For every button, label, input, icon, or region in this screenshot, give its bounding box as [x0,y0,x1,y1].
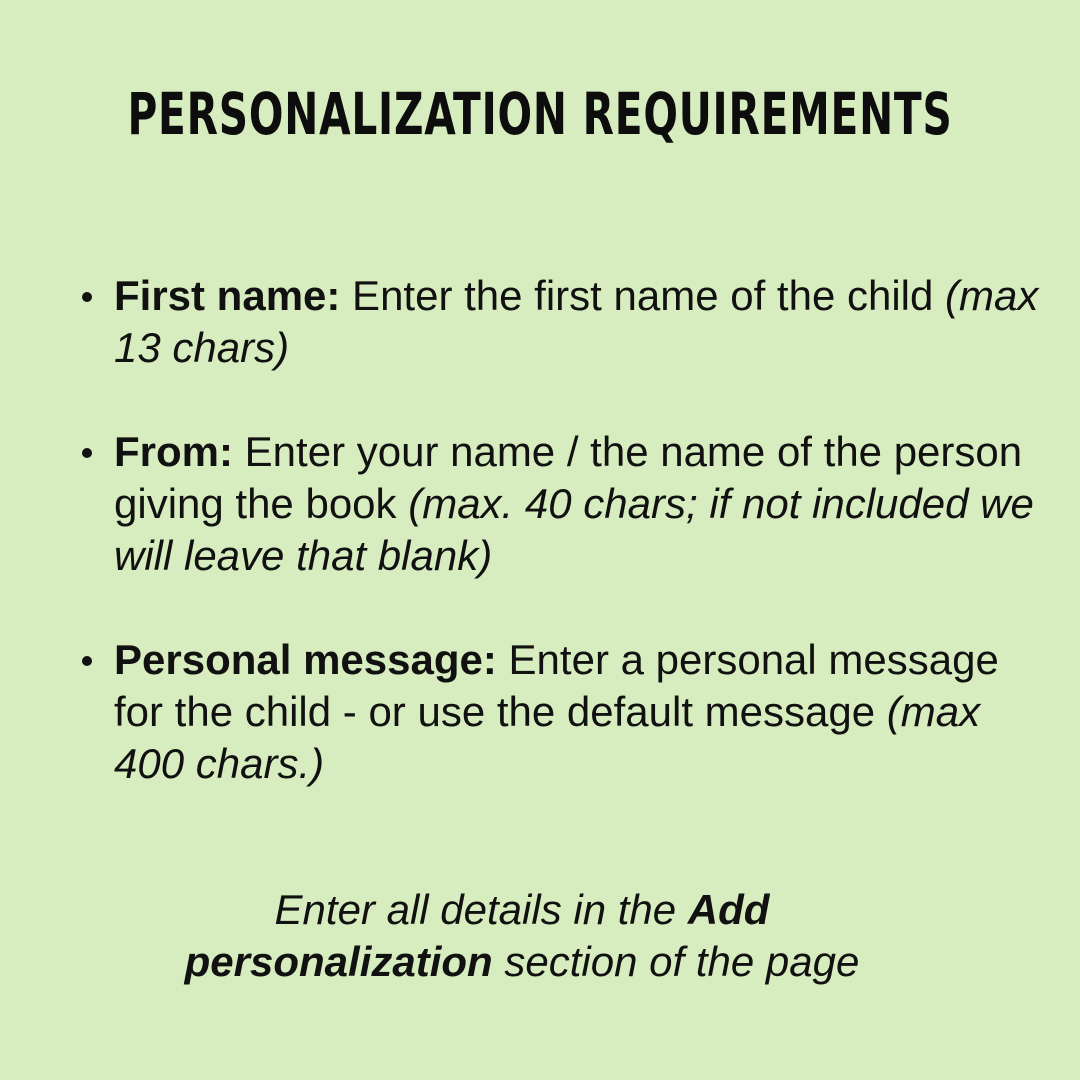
requirement-label: Personal message: [114,636,497,683]
requirement-text: Enter the first name of the child [340,272,946,319]
bullet-icon [82,656,92,666]
page-title: PERSONALIZATION REQUIREMENTS [127,80,953,148]
requirement-note: (max 400 chars.) [114,688,981,787]
bullet-icon [82,292,92,302]
requirement-personal-message [82,634,1042,790]
footer-line-1 [0,884,1044,936]
requirements-list [82,270,1042,842]
requirement-note: (max 13 chars) [114,272,1039,371]
footer-bold: Add [687,886,770,933]
requirement-from [82,426,1042,582]
bullet-icon [82,448,92,458]
footer-line-2 [0,936,1044,988]
requirement-label: From: [114,428,233,475]
footer-instruction [0,884,1044,988]
footer-text: section of the page [492,938,860,985]
requirement-text: Enter your name / the name of the person giving the book [114,428,1023,527]
requirement-note: (max. 40 chars; if not included we will leave that blank) [114,480,1034,579]
footer-text: Enter all details in the [274,886,688,933]
requirement-text: Enter a personal message for the child - or use the default message [114,636,999,735]
requirement-first-name [82,270,1042,374]
requirement-label: First name: [114,272,341,319]
footer-bold: personalization [184,938,493,985]
